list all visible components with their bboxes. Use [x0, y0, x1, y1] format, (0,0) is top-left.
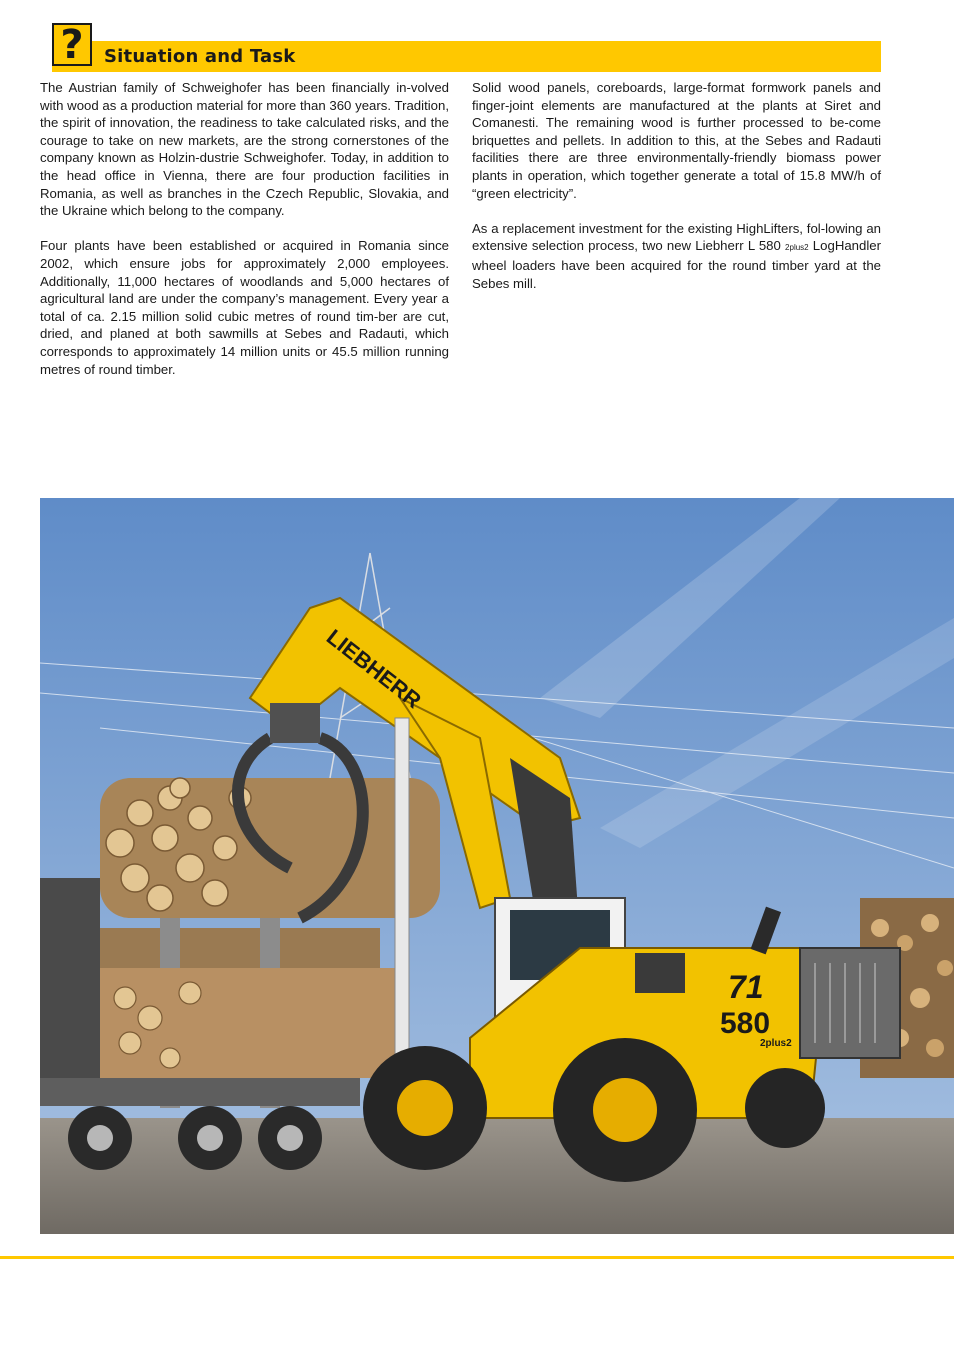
- right-paragraph-2-start: As a replacement investment for the existing HighLifters, fol-lowing an extensive selection process, two new Liebherr L 580: [472, 220, 881, 254]
- loader-model-suffix: 2plus2: [760, 1038, 792, 1049]
- wheel-loader-photo: [40, 498, 954, 1234]
- footer-rule: [0, 1256, 954, 1259]
- loader-model-number: 580: [720, 1007, 771, 1040]
- right-paragraph-2-end: LogHandler wheel loaders have been acquired for the round timber yard at the Sebes mill.: [472, 238, 881, 291]
- trailer-logs: [100, 968, 400, 1078]
- left-paragraph-2: Four plants have been established or acquired in Romania since 2002, which ensure jobs for approximately 2,000 employees. Additionally, 11,000 hectares of woodlands and 5,000 hectares of agricultural land are under the company’s management. Every year a total of ca. 2.15 million solid cubic metres of round tim-ber are cut, dried, and planed at both sawmills at Sebes and Radauti, which corresponds to approximately 14 million units or 45.5 million running metres of round timber.: [40, 238, 449, 377]
- question-mark-icon: [52, 23, 92, 66]
- right-paragraph-1: Solid wood panels, coreboards, large-format formwork panels and finger-joint elements are manufactured at the plants at Siret and Comanesti. The remaining wood is further processed to be-come briquettes and pellets. In addition to this, at the Sebes and Radauti facilities there are three environmentally-friendly biomass power plants in operation, which together generate a total of 15.8 MW/h of “green electricity”.: [472, 80, 881, 201]
- left-text-column: [40, 79, 449, 396]
- boom-brand-label: LIEBHERR: [321, 624, 426, 714]
- right-paragraph-2: [472, 220, 881, 292]
- model-suffix-subscript: 2plus2: [785, 243, 809, 253]
- right-text-column: [472, 79, 881, 310]
- left-paragraph-1: The Austrian family of Schweighofer has been financially in-volved with wood as a production material for more than 360 years. Tradition, the spirit of innovation, the readiness to take calculated risks, and the courage to take on new markets, are the strong cornerstones of the company known as Holzin-dustrie Schweighofer. Today, in addition to the head office in Vienna, there are four production facilities in Romania, as well as branches in the Czech Republic, Slovakia, and the Ukraine which belong to the company.: [40, 80, 449, 219]
- question-mark-glyph: ?: [60, 21, 84, 68]
- loader-unit-number: 71: [728, 969, 764, 1005]
- section-title: Situation and Task: [104, 46, 296, 67]
- ground: [40, 1118, 954, 1234]
